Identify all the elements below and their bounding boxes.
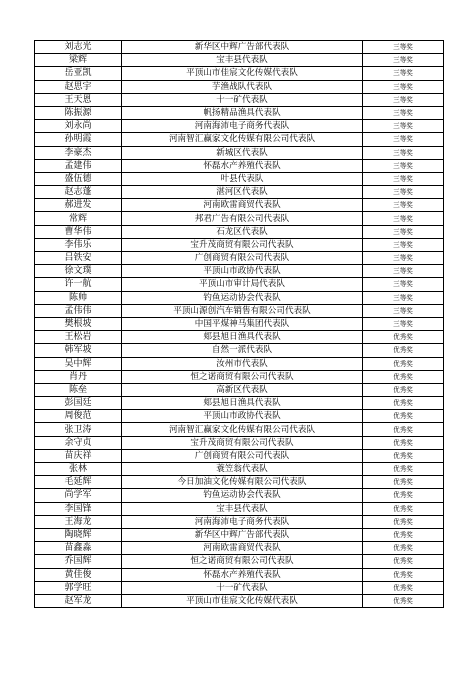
table-row <box>35 199 444 212</box>
award-level-cell: 优秀奖 <box>363 581 444 594</box>
award-level-cell: 优秀奖 <box>363 528 444 541</box>
award-level-cell: 三等奖 <box>363 238 444 251</box>
team-name-cell: 平顶山市审计局代表队 <box>122 278 363 291</box>
participant-name-cell: 刘永尚 <box>35 120 122 133</box>
award-level-cell: 优秀奖 <box>363 568 444 581</box>
table-row <box>35 120 444 133</box>
participant-name-cell: 赵军龙 <box>35 594 122 607</box>
table-row <box>35 397 444 410</box>
award-level-cell: 三等奖 <box>363 317 444 330</box>
award-level-cell: 三等奖 <box>363 291 444 304</box>
participant-name-cell: 王天恩 <box>35 93 122 106</box>
award-list-table <box>34 40 444 608</box>
table-row <box>35 476 444 489</box>
team-name-cell: 宝丰县代表队 <box>122 54 363 67</box>
participant-name-cell: 李豪杰 <box>35 146 122 159</box>
team-name-cell: 自然一派代表队 <box>122 344 363 357</box>
team-name-cell: 十一矿代表队 <box>122 93 363 106</box>
award-level-cell: 优秀奖 <box>363 594 444 607</box>
team-name-cell: 新华区中辉广告部代表队 <box>122 41 363 54</box>
participant-name-cell: 吴中辉 <box>35 357 122 370</box>
table-row <box>35 304 444 317</box>
award-level-cell: 优秀奖 <box>363 476 444 489</box>
award-level-cell: 优秀奖 <box>363 357 444 370</box>
award-level-cell: 三等奖 <box>363 265 444 278</box>
award-list-body <box>35 41 444 608</box>
participant-name-cell: 盛伍德 <box>35 172 122 185</box>
participant-name-cell: 赵思宇 <box>35 80 122 93</box>
participant-name-cell: 张林 <box>35 463 122 476</box>
participant-name-cell: 许一航 <box>35 278 122 291</box>
table-row <box>35 594 444 607</box>
participant-name-cell: 陈帅 <box>35 291 122 304</box>
award-level-cell: 三等奖 <box>363 252 444 265</box>
team-name-cell: 河南海沛电子商务代表队 <box>122 120 363 133</box>
participant-name-cell: 肖丹 <box>35 370 122 383</box>
award-level-cell: 三等奖 <box>363 133 444 146</box>
participant-name-cell: 郭学旺 <box>35 581 122 594</box>
team-name-cell: 怀磊水产养殖代表队 <box>122 568 363 581</box>
table-row <box>35 331 444 344</box>
participant-name-cell: 曹华伟 <box>35 225 122 238</box>
award-level-cell: 三等奖 <box>363 225 444 238</box>
award-level-cell: 优秀奖 <box>363 410 444 423</box>
table-row <box>35 133 444 146</box>
table-row <box>35 212 444 225</box>
participant-name-cell: 吕铁安 <box>35 252 122 265</box>
team-name-cell: 中国平煤神马集团代表队 <box>122 317 363 330</box>
table-row <box>35 555 444 568</box>
award-level-cell: 三等奖 <box>363 80 444 93</box>
participant-name-cell: 郝进发 <box>35 199 122 212</box>
table-row <box>35 370 444 383</box>
table-row <box>35 67 444 80</box>
award-level-cell: 三等奖 <box>363 54 444 67</box>
table-row <box>35 278 444 291</box>
award-level-cell: 三等奖 <box>363 120 444 133</box>
participant-name-cell: 周俊范 <box>35 410 122 423</box>
participant-name-cell: 樊根坡 <box>35 317 122 330</box>
award-level-cell: 优秀奖 <box>363 489 444 502</box>
team-name-cell: 郏县旭日渔具代表队 <box>122 397 363 410</box>
table-row <box>35 542 444 555</box>
team-name-cell: 十一矿代表队 <box>122 581 363 594</box>
award-level-cell: 三等奖 <box>363 172 444 185</box>
award-level-cell: 三等奖 <box>363 278 444 291</box>
award-level-cell: 优秀奖 <box>363 502 444 515</box>
table-row <box>35 568 444 581</box>
participant-name-cell: 陈振源 <box>35 106 122 119</box>
table-row <box>35 410 444 423</box>
participant-name-cell: 王海龙 <box>35 515 122 528</box>
team-name-cell: 今日加油文化传媒有限公司代表队 <box>122 476 363 489</box>
team-name-cell: 河南欧雷商贸代表队 <box>122 199 363 212</box>
award-level-cell: 优秀奖 <box>363 370 444 383</box>
table-row <box>35 463 444 476</box>
table-row <box>35 146 444 159</box>
award-level-cell: 优秀奖 <box>363 555 444 568</box>
award-level-cell: 三等奖 <box>363 93 444 106</box>
team-name-cell: 钓鱼运动协会代表队 <box>122 291 363 304</box>
participant-name-cell: 毛延辉 <box>35 476 122 489</box>
table-row <box>35 317 444 330</box>
team-name-cell: 叶县代表队 <box>122 172 363 185</box>
team-name-cell: 河南海沛电子商务代表队 <box>122 515 363 528</box>
team-name-cell: 石龙区代表队 <box>122 225 363 238</box>
participant-name-cell: 张卫涛 <box>35 423 122 436</box>
participant-name-cell: 陈垒 <box>35 383 122 396</box>
team-name-cell: 平顶山市政协代表队 <box>122 265 363 278</box>
table-row <box>35 357 444 370</box>
table-row <box>35 225 444 238</box>
award-level-cell: 优秀奖 <box>363 383 444 396</box>
participant-name-cell: 乔国辉 <box>35 555 122 568</box>
award-level-cell: 三等奖 <box>363 159 444 172</box>
table-row <box>35 344 444 357</box>
participant-name-cell: 李国锋 <box>35 502 122 515</box>
award-level-cell: 三等奖 <box>363 106 444 119</box>
team-name-cell: 邦君广告有限公司代表队 <box>122 212 363 225</box>
award-level-cell: 三等奖 <box>363 304 444 317</box>
participant-name-cell: 黄佳俊 <box>35 568 122 581</box>
team-name-cell: 新华区中辉广告部代表队 <box>122 528 363 541</box>
team-name-cell: 河南智汇赢家文化传媒有限公司代表队 <box>122 133 363 146</box>
table-row <box>35 449 444 462</box>
participant-name-cell: 韩军坡 <box>35 344 122 357</box>
table-row <box>35 252 444 265</box>
team-name-cell: 宝升茂商贸有限公司代表队 <box>122 436 363 449</box>
award-level-cell: 三等奖 <box>363 67 444 80</box>
participant-name-cell: 苗庆祥 <box>35 449 122 462</box>
team-name-cell: 新城区代表队 <box>122 146 363 159</box>
team-name-cell: 高新区代表队 <box>122 383 363 396</box>
award-level-cell: 优秀奖 <box>363 423 444 436</box>
table-row <box>35 528 444 541</box>
award-level-cell: 三等奖 <box>363 186 444 199</box>
participant-name-cell: 徐文璞 <box>35 265 122 278</box>
award-level-cell: 优秀奖 <box>363 463 444 476</box>
team-name-cell: 湛河区代表队 <box>122 186 363 199</box>
table-row <box>35 80 444 93</box>
table-row <box>35 291 444 304</box>
participant-name-cell: 孟建伟 <box>35 159 122 172</box>
award-level-cell: 优秀奖 <box>363 331 444 344</box>
award-level-cell: 三等奖 <box>363 146 444 159</box>
table-row <box>35 423 444 436</box>
table-row <box>35 502 444 515</box>
team-name-cell: 宝丰县代表队 <box>122 502 363 515</box>
participant-name-cell: 陶晓辉 <box>35 528 122 541</box>
award-level-cell: 优秀奖 <box>363 449 444 462</box>
participant-name-cell: 梁辉 <box>35 54 122 67</box>
team-name-cell: 平顶山市政协代表队 <box>122 410 363 423</box>
participant-name-cell: 尚学军 <box>35 489 122 502</box>
participant-name-cell: 王松岩 <box>35 331 122 344</box>
team-name-cell: 平顶山市佳宸文化传媒代表队 <box>122 67 363 80</box>
table-row <box>35 383 444 396</box>
participant-name-cell: 彭国廷 <box>35 397 122 410</box>
award-level-cell: 优秀奖 <box>363 397 444 410</box>
table-row <box>35 41 444 54</box>
participant-name-cell: 岳亚凯 <box>35 67 122 80</box>
table-row <box>35 172 444 185</box>
table-row <box>35 93 444 106</box>
participant-name-cell: 孙明霞 <box>35 133 122 146</box>
table-row <box>35 238 444 251</box>
table-row <box>35 159 444 172</box>
award-level-cell: 优秀奖 <box>363 542 444 555</box>
table-row <box>35 265 444 278</box>
table-row <box>35 515 444 528</box>
team-name-cell: 帆扬精品渔具代表队 <box>122 106 363 119</box>
table-row <box>35 581 444 594</box>
team-name-cell: 河南欧雷商贸代表队 <box>122 542 363 555</box>
participant-name-cell: 孟伟伟 <box>35 304 122 317</box>
team-name-cell: 恒之诺商贸有限公司代表队 <box>122 370 363 383</box>
team-name-cell: 平顶山市佳宸文化传媒代表队 <box>122 594 363 607</box>
team-name-cell: 郏县旭日渔具代表队 <box>122 331 363 344</box>
team-name-cell: 芋渔战队代表队 <box>122 80 363 93</box>
award-level-cell: 优秀奖 <box>363 344 444 357</box>
team-name-cell: 怀磊水产养殖代表队 <box>122 159 363 172</box>
team-name-cell: 广创商贸有限公司代表队 <box>122 449 363 462</box>
team-name-cell: 河南智汇赢家文化传媒有限公司代表队 <box>122 423 363 436</box>
table-row <box>35 106 444 119</box>
participant-name-cell: 常辉 <box>35 212 122 225</box>
participant-name-cell: 赵志蓬 <box>35 186 122 199</box>
table-row <box>35 489 444 502</box>
team-name-cell: 宝升茂商贸有限公司代表队 <box>122 238 363 251</box>
table-row <box>35 54 444 67</box>
team-name-cell: 钓鱼运动协会代表队 <box>122 489 363 502</box>
award-level-cell: 三等奖 <box>363 41 444 54</box>
award-level-cell: 优秀奖 <box>363 515 444 528</box>
table-row <box>35 186 444 199</box>
participant-name-cell: 李伟乐 <box>35 238 122 251</box>
participant-name-cell: 苗鑫淼 <box>35 542 122 555</box>
team-name-cell: 蓑笠翁代表队 <box>122 463 363 476</box>
participant-name-cell: 刘志光 <box>35 41 122 54</box>
team-name-cell: 平顶山源创汽车销售有限公司代表队 <box>122 304 363 317</box>
table-row <box>35 436 444 449</box>
participant-name-cell: 余守贞 <box>35 436 122 449</box>
team-name-cell: 广创商贸有限公司代表队 <box>122 252 363 265</box>
award-level-cell: 三等奖 <box>363 212 444 225</box>
award-level-cell: 三等奖 <box>363 199 444 212</box>
team-name-cell: 汝州市代表队 <box>122 357 363 370</box>
award-level-cell: 优秀奖 <box>363 436 444 449</box>
team-name-cell: 恒之诺商贸有限公司代表队 <box>122 555 363 568</box>
